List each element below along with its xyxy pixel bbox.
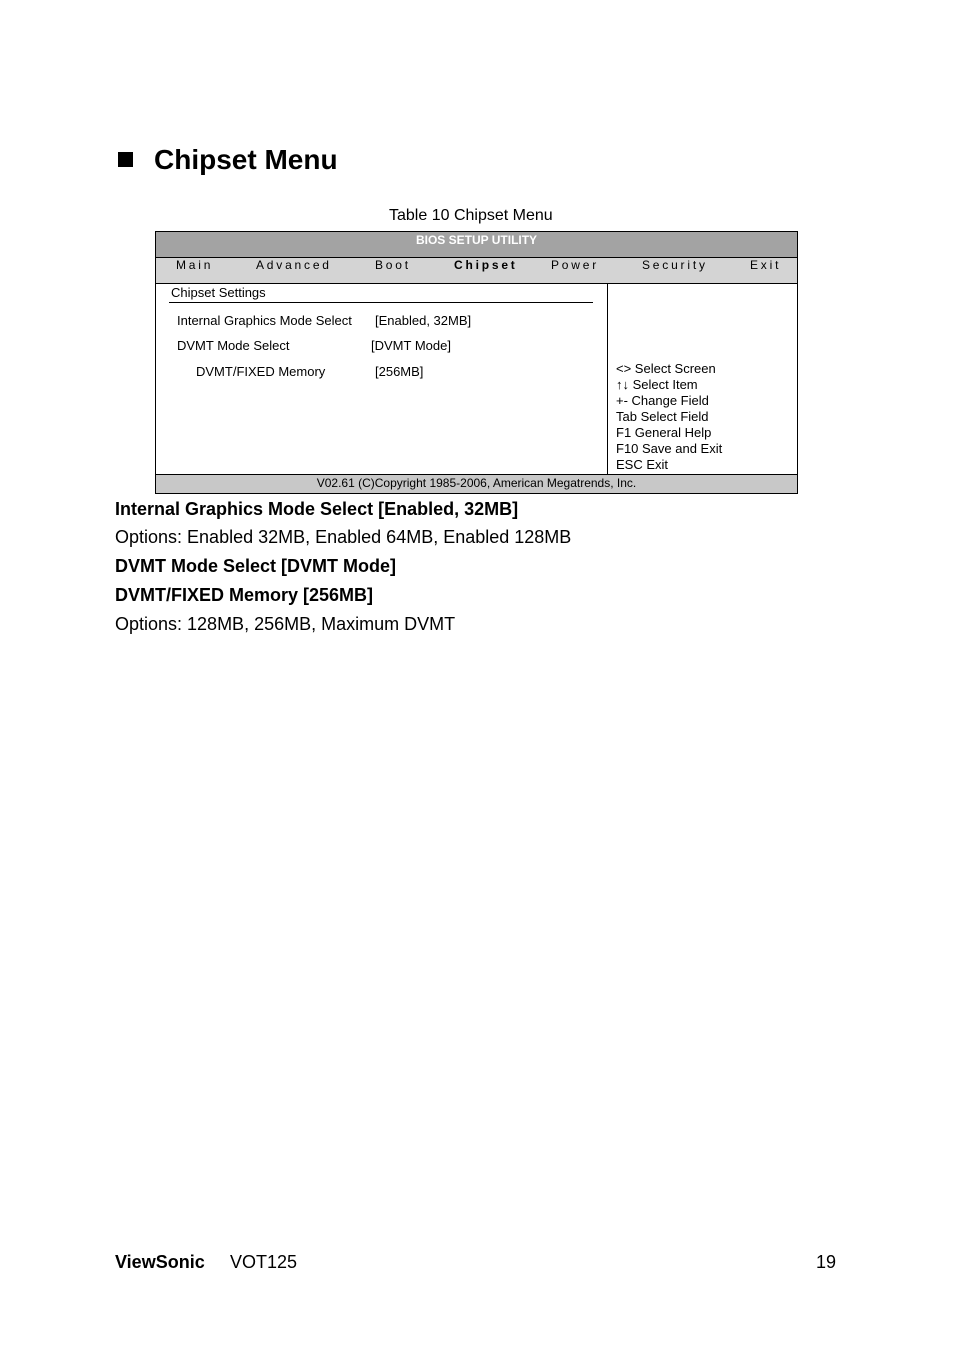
desc-dvmt-fixed-memory-options: Options: 128MB, 256MB, Maximum DVMT [115, 614, 456, 634]
help-save-exit: F10 Save and Exit [616, 441, 723, 456]
page-title: Chipset Menu [154, 144, 338, 175]
setting-label-dvmt-mode: DVMT Mode Select [177, 338, 290, 353]
bios-setup-screen [155, 231, 798, 494]
menu-item-chipset: Chipset [454, 258, 518, 272]
table-caption: Table 10 Chipset Menu [389, 207, 553, 224]
help-change-field: +- Change Field [616, 393, 709, 408]
menu-item-advanced: Advanced [256, 258, 332, 272]
bios-title-bar [156, 232, 797, 258]
desc-internal-graphics-heading: Internal Graphics Mode Select [Enabled, 32MB] [115, 499, 519, 519]
help-panel [608, 284, 798, 474]
bios-title: BIOS SETUP UTILITY [415, 233, 538, 247]
square-bullet-icon [118, 152, 133, 167]
settings-panel [156, 284, 608, 474]
setting-value-internal-graphics: [Enabled, 32MB] [375, 313, 472, 328]
bios-menu-bar [156, 258, 797, 284]
help-esc-exit: ESC Exit [616, 457, 669, 472]
help-select-screen: <> Select Screen [616, 361, 716, 376]
desc-dvmt-fixed-memory-heading: DVMT/FIXED Memory [256MB] [115, 585, 374, 605]
help-general-help: F1 General Help [616, 425, 712, 440]
footer-model: VOT125 [230, 1252, 298, 1272]
help-select-item: ↑↓ Select Item [616, 377, 698, 392]
menu-item-power: Power [551, 258, 600, 272]
bios-footer-bar [156, 474, 797, 493]
setting-label-dvmt-fixed-memory: DVMT/FIXED Memory [196, 364, 326, 379]
setting-value-dvmt-fixed-memory: [256MB] [375, 364, 424, 379]
menu-item-main: Main [176, 258, 214, 272]
desc-dvmt-mode-heading: DVMT Mode Select [DVMT Mode] [115, 556, 397, 576]
bios-copyright: V02.61 (C)Copyright 1985-2006, American Megatrends, Inc. [316, 476, 637, 490]
menu-item-boot: Boot [375, 258, 411, 272]
section-title: Chipset Settings [171, 285, 266, 300]
footer-brand: ViewSonic [115, 1252, 205, 1272]
desc-internal-graphics-options: Options: Enabled 32MB, Enabled 64MB, Enabled 128MB [115, 527, 572, 547]
help-select-field: Tab Select Field [616, 409, 709, 424]
setting-value-dvmt-mode: [DVMT Mode] [371, 338, 451, 353]
page-number: 19 [815, 1252, 836, 1272]
setting-label-internal-graphics: Internal Graphics Mode Select [177, 313, 352, 328]
menu-item-security: Security [642, 258, 708, 272]
section-divider [169, 302, 593, 303]
menu-item-exit: Exit [750, 258, 782, 272]
